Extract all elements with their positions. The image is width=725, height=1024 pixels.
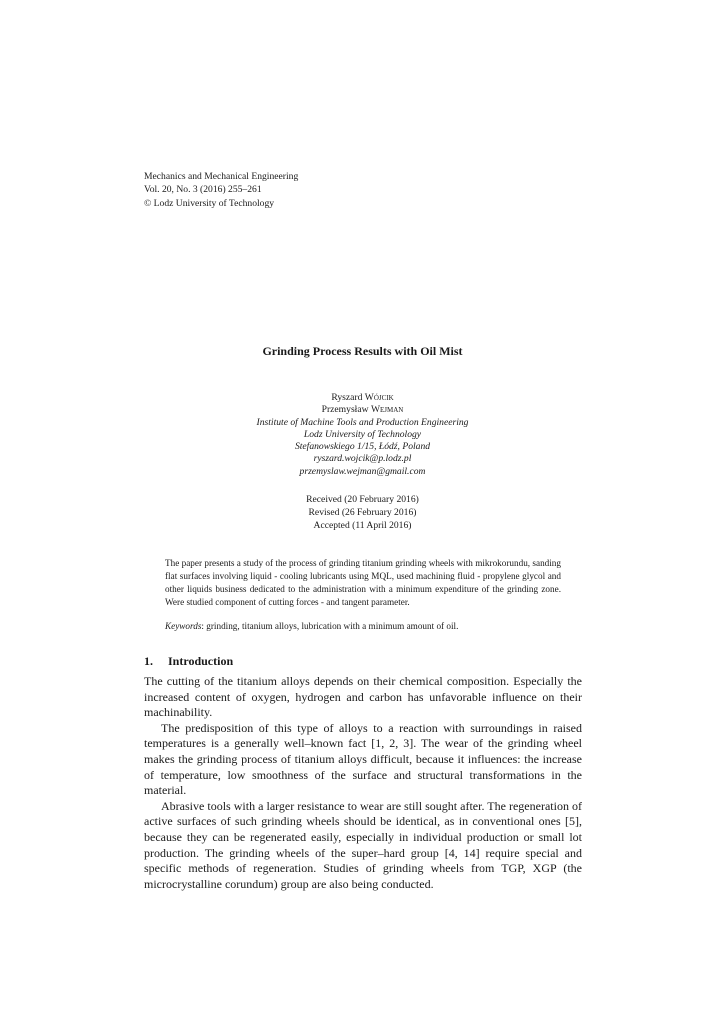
author-1 — [0, 392, 725, 404]
revised-date: Revised (26 February 2016) — [308, 507, 417, 519]
abstract: The paper presents a study of the process of grinding titanium grinding wheels with mikrokorundu, sanding flat surfaces involving liquid - cooling lubricants using MQL, used machining fluid - propylene glycol and other liquids business dedicated to the administration with a minimum expenditure of the grinding zone. Were studied component of cutting forces - and tangent parameter. — [165, 558, 561, 608]
section-title: Introduction — [168, 654, 234, 668]
journal-copyright: © Lodz University of Technology — [144, 197, 275, 209]
submission-dates — [0, 493, 725, 533]
journal-name: Mechanics and Mechanical Engineering — [144, 171, 299, 182]
paragraph: The predisposition of this type of alloys to a reaction with surroundings in raised temperatures is a generally well–known fact [1, 2, 3]. The wear of the grinding wheel makes the grinding process of titanium alloys difficult, because it influences: the increase of temperature, low smoothness of the surface and structural transformations in the material. — [144, 720, 582, 798]
keywords-label: Keywords — [165, 621, 202, 631]
paragraph: Abrasive tools with a larger resistance to wear are still sought after. The regeneration of active surfaces of such grinding wheels should be identical, as in conventional ones [5], because they can be regenerated easily, especially in individual production or small lot production. The grinding wheels of the super–hard group [4, 14] require special and specific methods of regeneration. Studies of grinding wheels from TGP, XGP (the microcrystalline corundum) group are also being conducted. — [144, 798, 582, 891]
author-block — [0, 392, 725, 478]
author-2-last-name: Wejman — [370, 404, 404, 416]
received-date: Received (20 February 2016) — [306, 494, 419, 505]
author-1-first-name: Ryszard — [331, 392, 363, 403]
keywords — [165, 620, 561, 633]
author-2 — [0, 404, 725, 416]
paragraph: The cutting of the titanium alloys depends on their chemical composition. Especially the increased content of oxygen, hydrogen and carbon has unfavorable influence on their machinability. — [144, 674, 582, 720]
author-1-last-name: Wójcik — [364, 392, 394, 403]
paper-title: Grinding Process Results with Oil Mist — [262, 344, 463, 358]
author-2-email: przemyslaw.wejman@gmail.com — [299, 465, 426, 477]
section-number: 1. — [144, 654, 153, 668]
section-heading — [144, 654, 233, 669]
affiliation-university: Lodz University of Technology — [303, 428, 422, 440]
journal-volume: Vol. 20, No. 3 (2016) 255–261 — [144, 184, 262, 196]
journal-header — [144, 170, 298, 210]
keywords-text: : grinding, titanium alloys, lubrication with a minimum amount of oil. — [201, 621, 459, 631]
author-2-first-name: Przemysław — [321, 404, 369, 416]
author-1-email: ryszard.wojcik@p.lodz.pl — [313, 453, 412, 465]
accepted-date: Accepted (11 April 2016) — [313, 520, 412, 532]
affiliation-institute: Institute of Machine Tools and Production Engineering — [256, 416, 469, 428]
body-text — [144, 674, 582, 892]
affiliation-address: Stefanowskiego 1/15, Łódź, Poland — [294, 441, 431, 453]
